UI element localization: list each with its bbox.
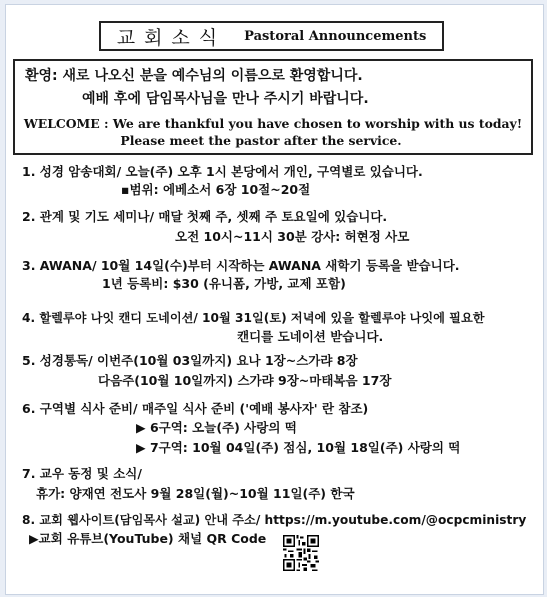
title-korean: 교회소식	[116, 26, 227, 49]
announcement-8-title: 8. 교회 웹사이트(담임목사 설교) 안내 주소/ https://m.youtube.com/@ocpcministry	[22, 513, 527, 527]
announcement-1-title: 1. 성경 암송대회/ 오늘(주) 오후 1시 본당에서 개인, 구역별로 있습니다.	[22, 164, 423, 179]
title-english: Pastoral Announcements	[244, 28, 427, 44]
announcement-1-detail: ▪범위: 에베소서 6장 10절~20절	[121, 182, 311, 197]
welcome-box	[13, 59, 533, 155]
announcement-7-title: 7. 교우 동정 및 소식/	[22, 466, 142, 481]
announcement-4-detail: 캔디를 도네이션 받습니다.	[237, 329, 384, 344]
announcement-6-title: 6. 구역별 식사 준비/ 매주일 식사 준비 ('예배 봉사자' 란 참조)	[22, 401, 369, 416]
announcement-8-detail: ▶교회 유튜브(YouTube) 채널 QR Code	[29, 531, 267, 546]
announcement-3-title: 3. AWANA/ 10월 14일(수)부터 시작하는 AWANA 새학기 등록을 받습니다.	[22, 258, 460, 273]
announcement-6-group-6: ▶ 6구역: 오늘(주) 사랑의 떡	[136, 420, 297, 435]
welcome-korean-line-1: 환영: 새로 나오신 분을 예수님의 이름으로 환영합니다.	[25, 68, 363, 84]
announcement-7-detail: 휴가: 양재연 전도사 9월 28일(월)~10월 11일(주) 한국	[36, 486, 355, 501]
announcement-6-group-7: ▶ 7구역: 10월 04일(주) 점심, 10월 18일(주) 사랑의 떡	[136, 440, 461, 455]
welcome-english-line-1: WELCOME : We are thankful you have chosen to worship with us today!	[23, 116, 523, 131]
announcement-2-title: 2. 관계 및 기도 세미나/ 매달 첫째 주, 셋째 주 토요일에 있습니다.	[22, 209, 388, 224]
announcement-3-detail: 1년 등록비: $30 (유니폼, 가방, 교제 포함)	[102, 276, 346, 291]
announcement-2-detail: 오전 10시~11시 30분 강사: 허현정 사모	[175, 229, 410, 244]
youtube-qr-code[interactable]	[283, 535, 319, 571]
announcement-4-title: 4. 할렐루야 나잇 캔디 도네이션/ 10월 31일(토) 저녁에 있을 할렐루야 나잇에 필요한	[22, 311, 485, 325]
welcome-korean-line-2: 예배 후에 담임목사님을 만나 주시기 바랍니다.	[82, 91, 369, 107]
announcement-5-detail: 다음주(10월 10일까지) 스가랴 9장~마태복음 17장	[98, 373, 392, 388]
title-box	[99, 21, 444, 51]
welcome-english-line-2: Please meet the pastor after the service.	[120, 133, 402, 148]
announcement-5-title: 5. 성경통독/ 이번주(10월 03일까지) 요나 1장~스가랴 8장	[22, 353, 358, 368]
